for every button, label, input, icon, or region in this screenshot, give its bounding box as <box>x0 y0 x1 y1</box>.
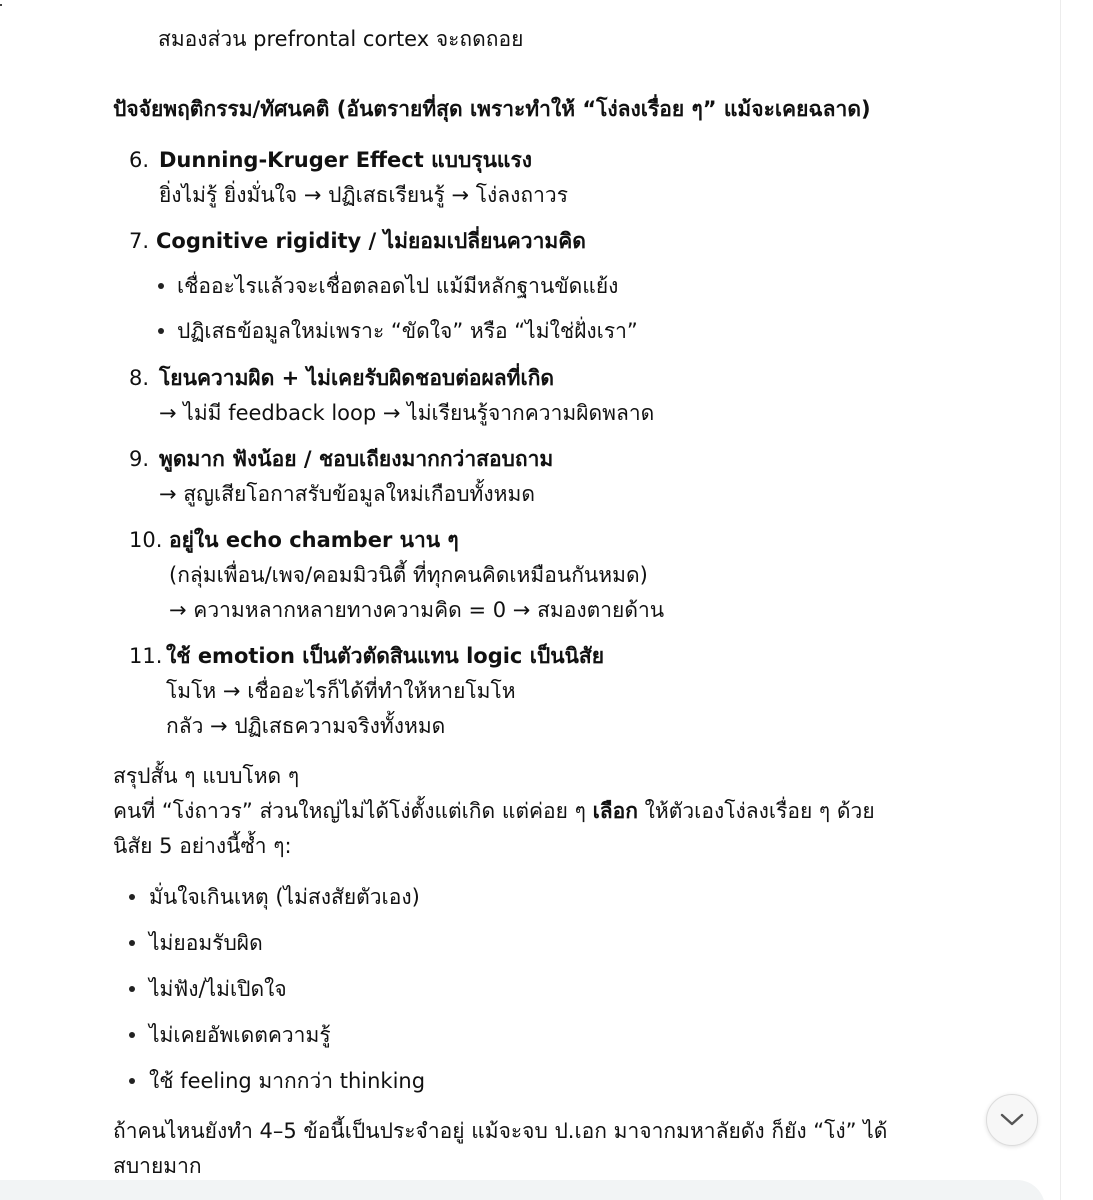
scroll-to-bottom-button[interactable] <box>986 1094 1038 1146</box>
summary-bullet-4: ไม่เคยอัพเดตความรู้ <box>149 1023 331 1047</box>
summary-bullet-1: มั่นใจเกินเหตุ (ไม่สงสัยตัวเอง) <box>149 885 420 909</box>
summary-line-1-emphasis: เลือก <box>592 799 638 823</box>
item-7-title: Cognitive rigidity / ไม่ยอมเปลี่ยนความคิด <box>156 229 586 253</box>
item-7-bullet-2: ปฏิเสธข้อมูลใหม่เพราะ “ขัดใจ” หรือ “ไม่ใช่ฝั่งเรา” <box>177 319 638 343</box>
item-6-number: 6. <box>129 148 150 172</box>
item-11-number: 11. <box>129 644 163 668</box>
closing-line-2: สบายมาก <box>113 1154 202 1178</box>
bullet-dot <box>129 940 135 946</box>
bullet-dot <box>129 894 135 900</box>
item-8-number: 8. <box>129 366 150 390</box>
summary-line-1-start: คนที่ “โง่ถาวร” ส่วนใหญ่ไม่ได้โง่ตั้งแต่เกิด แต่ค่อย ๆ <box>113 799 593 823</box>
item-11-line-1: โมโห → เชื่ออะไรก็ได้ที่ทำให้หายโมโห <box>166 679 516 703</box>
bullet-dot <box>129 1032 135 1038</box>
summary-bullet-5: ใช้ feeling มากกว่า thinking <box>149 1069 426 1093</box>
item-9-number: 9. <box>129 447 150 471</box>
scroll-area-divider <box>1060 0 1061 1200</box>
item-7-number: 7. <box>129 229 150 253</box>
summary-bullet-2: ไม่ยอมรับผิด <box>149 931 263 955</box>
item-6-line-1: ยิ่งไม่รู้ ยิ่งมั่นใจ → ปฏิเสธเรียนรู้ → โง่ลงถาวร <box>159 183 568 207</box>
summary-line-2: นิสัย 5 อย่างนี้ซ้ำ ๆ: <box>113 834 292 858</box>
item-7-bullet-1: เชื่ออะไรแล้วจะเชื่อตลอดไป แม้มีหลักฐานขัดแย้ง <box>177 274 619 298</box>
section-heading: ปัจจัยพฤติกรรม/ทัศนคติ (อันตรายที่สุด เพราะทำให้ “โง่ลงเรื่อย ๆ” แม้จะเคยฉลาด) <box>113 97 871 121</box>
item-11-title: ใช้ emotion เป็นตัวตัดสินแทน logic เป็นนิสัย <box>166 644 605 668</box>
intro-line: สมองส่วน prefrontal cortex จะถดถอย <box>158 27 524 51</box>
chevron-down-icon <box>999 1112 1025 1128</box>
summary-heading: สรุปสั้น ๆ แบบโหด ๆ <box>113 764 300 788</box>
item-6-title: Dunning-Kruger Effect แบบรุนแรง <box>159 148 532 172</box>
summary-line-1 <box>113 796 875 826</box>
item-9-title: พูดมาก ฟังน้อย / ชอบเถียงมากกว่าสอบถาม <box>159 447 554 471</box>
item-10-line-1: (กลุ่มเพื่อน/เพจ/คอมมิวนิตี้ ที่ทุกคนคิดเหมือนกันหมด) <box>169 563 648 587</box>
summary-line-1-end: ให้ตัวเองโง่ลงเรื่อย ๆ ด้วย <box>637 799 875 823</box>
bullet-dot <box>129 1078 135 1084</box>
corner-dot <box>0 4 2 6</box>
bullet-dot <box>158 283 164 289</box>
item-9-line-1: → สูญเสียโอกาสรับข้อมูลใหม่เกือบทั้งหมด <box>159 482 535 506</box>
message-composer[interactable] <box>0 1180 1045 1200</box>
item-10-number: 10. <box>129 528 163 552</box>
item-11-line-2: กลัว → ปฏิเสธความจริงทั้งหมด <box>166 714 446 738</box>
bullet-dot <box>158 328 164 334</box>
closing-line-1: ถ้าคนไหนยังทำ 4–5 ข้อนี้เป็นประจำอยู่ แม้จะจบ ป.เอก มาจากมหาลัยดัง ก็ยัง “โง่” ได้ <box>113 1119 888 1143</box>
item-10-title: อยู่ใน echo chamber นาน ๆ <box>169 528 459 552</box>
summary-bullet-3: ไม่ฟัง/ไม่เปิดใจ <box>149 977 287 1001</box>
item-8-line-1: → ไม่มี feedback loop → ไม่เรียนรู้จากความผิดพลาด <box>159 401 655 425</box>
item-8-title: โยนความผิด + ไม่เคยรับผิดชอบต่อผลที่เกิด <box>159 366 555 390</box>
bullet-dot <box>129 986 135 992</box>
item-10-line-2: → ความหลากหลายทางความคิด = 0 → สมองตายด้าน <box>169 598 665 622</box>
